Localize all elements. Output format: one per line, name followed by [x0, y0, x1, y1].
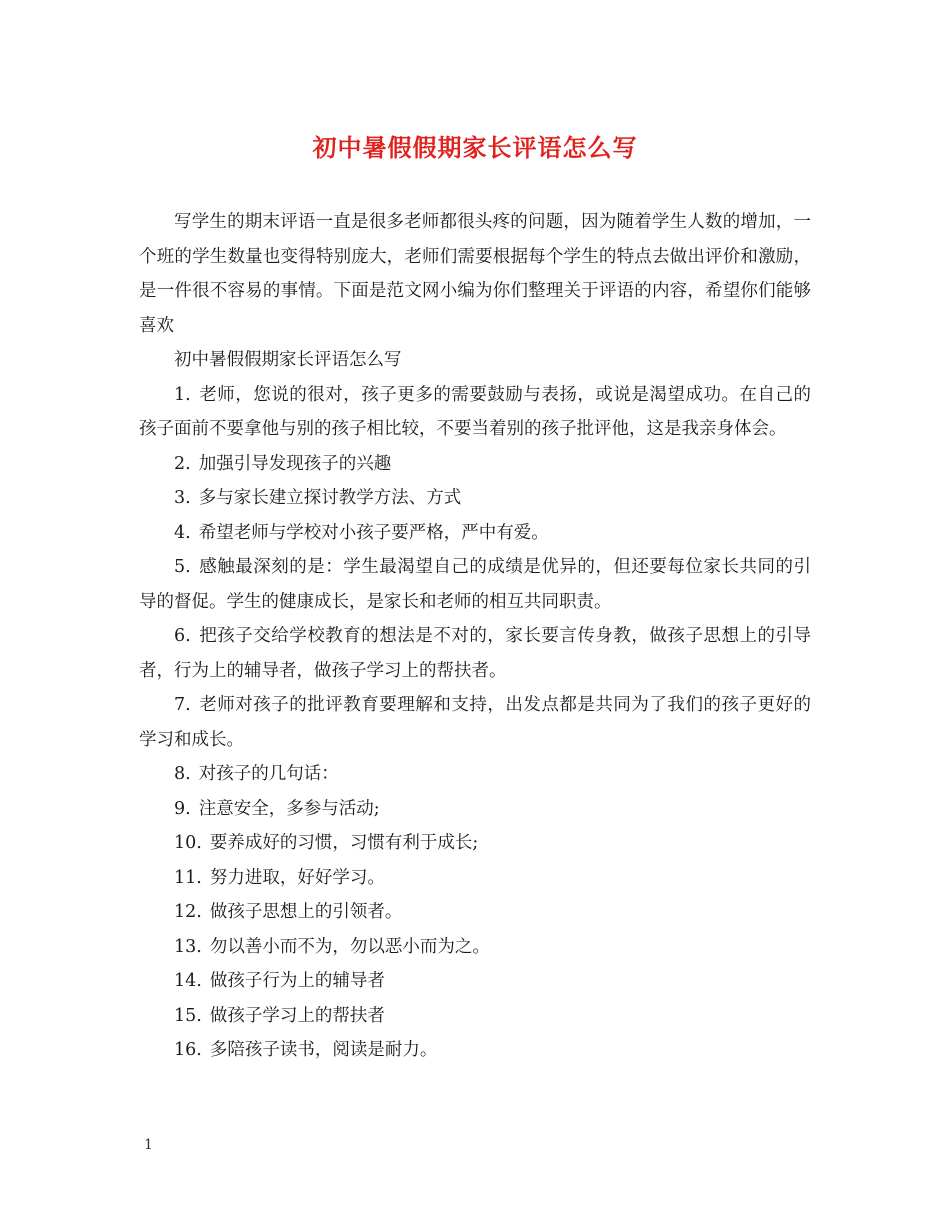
- page-number: 1: [144, 1137, 153, 1153]
- list-item: 12. 做孩子思想上的引领者。: [174, 902, 403, 922]
- list-item: 15. 做孩子学习上的帮扶者: [174, 1005, 385, 1026]
- list-item: 16. 多陪孩子读书，阅读是耐力。: [174, 1040, 438, 1060]
- list-item: 11. 努力进取，好好学习。: [174, 867, 385, 888]
- subtitle-line: 初中暑假假期家长评语怎么写: [174, 350, 402, 370]
- list-item: 7. 老师对孩子的批评教育要理解和支持，出发点都是共同为了我们的孩子更好的学习和成长。: [139, 695, 811, 750]
- list-item: 9. 注意安全，多参与活动;: [174, 798, 380, 819]
- list-item: 3. 多与家长建立探讨教学方法、方式: [174, 488, 462, 508]
- list-item: 10. 要养成好的习惯，习惯有利于成长;: [174, 833, 479, 853]
- document-title: 初中暑假假期家长评语怎么写: [312, 133, 638, 162]
- list-item: 1. 老师，您说的很对，孩子更多的需要鼓励与表扬，或说是渴望成功。在自己的孩子面前不要拿他与别的孩子相比较，不要当着别的孩子批评他，这是我亲身体会。: [139, 384, 811, 439]
- document-body: [139, 205, 811, 1068]
- intro-paragraph: 写学生的期末评语一直是很多老师都很头疼的问题，因为随着学生人数的增加，一个班的学生数量也变得特别庞大，老师们需要根据每个学生的特点去做出评价和激励，是一件很不容易的事情。下面是范文网小编为你们整理关于评语的内容，希望你们能够喜欢: [139, 212, 811, 336]
- list-item: 2. 加强引导发现孩子的兴趣: [174, 453, 392, 474]
- list-item: 4. 希望老师与学校对小孩子要严格，严中有爱。: [174, 522, 549, 543]
- comment-list: [139, 378, 811, 1068]
- list-item: 13. 勿以善小而不为，勿以恶小而为之。: [174, 936, 490, 957]
- list-item: 6. 把孩子交给学校教育的想法是不对的，家长要言传身教，做孩子思想上的引导者，行为上的辅导者，做孩子学习上的帮扶者。: [139, 626, 811, 681]
- list-item: 14. 做孩子行为上的辅导者: [174, 971, 385, 991]
- list-item: 5. 感触最深刻的是：学生最渴望自己的成绩是优异的，但还要每位家长共同的引导的督促。学生的健康成长，是家长和老师的相互共同职责。: [139, 557, 811, 612]
- list-item: 8. 对孩子的几句话：: [174, 764, 339, 784]
